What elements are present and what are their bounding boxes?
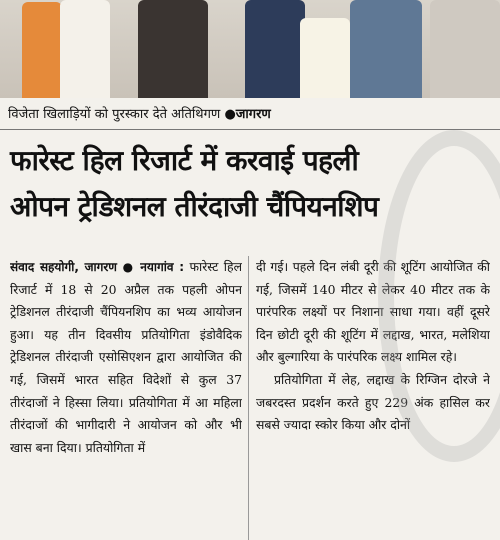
news-photo: [0, 0, 500, 98]
background-wall: [430, 0, 500, 98]
person-figure: [300, 18, 350, 98]
article-column-left: [10, 256, 242, 540]
person-figure: [350, 0, 422, 98]
person-figure: [245, 0, 305, 98]
article-paragraph: प्रतियोगिता में लेह, लद्दाख के रिग्जिन दोरजे ने जबरदस्त प्रदर्शन करते हुए 229 अंक हासिल कर सबसे ज्यादा स्कोर किया और दोनों: [256, 371, 490, 433]
article-text-left: फारेस्ट हिल रिजार्ट में 18 से 20 अप्रैल तक पहली ओपन ट्रेडिशनल तीरंदाजी चैंपियनशिप का भव्य आयोजन हुआ। यह तीन दिवसीय प्रतियोगिता इंडोवैदिक ट्रेडिशनल तीरंदाजी एसोसिएशन द्वारा आयोजित की गई, जिसमें भारत सहित विदेशों से कुल 37 तीरंदाजों ने हिस्सा लिया। प्रतियोगिता में आ महिला तीरंदाजों की भागीदारी ने आयोजन को और भी खास बना दिया। प्रतियोगिता में: [10, 259, 242, 455]
byline: संवाद सहयोगी, जागरण ● नयागांव :: [10, 260, 185, 274]
caption-source: ●जागरण: [224, 107, 271, 122]
person-figure: [138, 0, 208, 98]
column-divider: [248, 256, 249, 540]
caption-text: विजेता खिलाड़ियों को पुरस्कार देते अतिथिगण: [8, 107, 221, 122]
person-figure: [22, 2, 62, 98]
article-column-right: [256, 256, 490, 540]
headline-line-2: ओपन ट्रेडिशनल तीरंदाजी चैंपियनशिप: [10, 190, 379, 223]
headline: [10, 138, 490, 230]
headline-line-1: फारेस्ट हिल रिजार्ट में करवाई पहली: [10, 144, 359, 177]
person-figure: [60, 0, 110, 98]
article-paragraph: दी गई। पहले दिन लंबी दूरी की शूटिंग आयोजित की गई, जिसमें 140 मीटर से लेकर 40 मीटर तक के पारंपरिक लक्ष्यों पर निशाना साधा गया। वहीं दूसरे दिन छोटी दूरी की शूटिंग में लद्दाख, भारत, मलेशिया और बुल्गारिया के पारंपरिक लक्ष्य शामिल रहे।: [256, 259, 490, 365]
photo-caption: [0, 100, 500, 130]
